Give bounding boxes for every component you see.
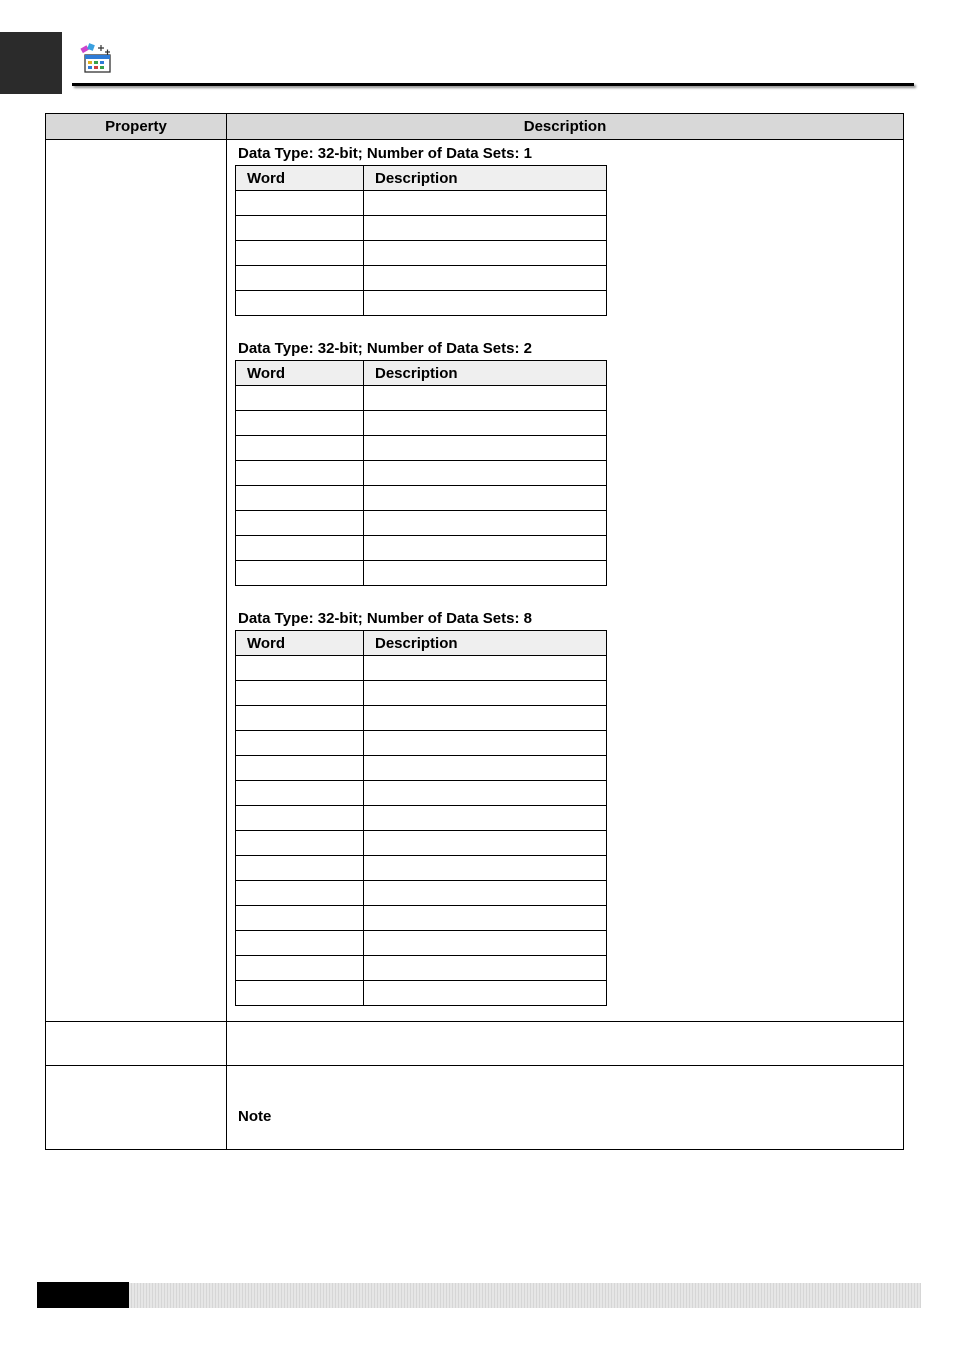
table-row	[46, 1066, 904, 1150]
section-title: Data Type: 32-bit; Number of Data Sets: 2	[238, 340, 532, 357]
header-rule	[72, 83, 914, 86]
word-table-2-sets	[235, 360, 607, 586]
table-row	[236, 906, 607, 931]
note-label: Note	[238, 1108, 272, 1125]
description-cell	[227, 140, 904, 1022]
table-row	[236, 216, 607, 241]
table-row	[236, 706, 607, 731]
footer-bar	[129, 1283, 921, 1308]
table-row	[236, 511, 607, 536]
table-row	[236, 831, 607, 856]
table-row	[236, 931, 607, 956]
section-title: Data Type: 32-bit; Number of Data Sets: 8	[238, 610, 532, 627]
table-row	[46, 1022, 904, 1066]
property-header: Property	[46, 114, 227, 140]
word-table-header	[236, 166, 607, 191]
property-cell	[46, 1066, 227, 1150]
word-column-header: Word	[236, 166, 364, 191]
table-row	[236, 681, 607, 706]
table-row	[236, 536, 607, 561]
word-column-header: Word	[236, 631, 364, 656]
calendar-toolbox-icon	[80, 42, 112, 74]
property-cell	[46, 1022, 227, 1066]
description-header: Description	[227, 114, 904, 140]
table-row	[236, 756, 607, 781]
table-header-row	[46, 114, 904, 140]
table-row	[236, 266, 607, 291]
page-corner-block	[0, 32, 62, 94]
table-row	[236, 386, 607, 411]
table-row	[236, 881, 607, 906]
table-row	[46, 140, 904, 1022]
description-column-header: Description	[364, 166, 607, 191]
table-row	[236, 956, 607, 981]
word-table-8-sets	[235, 630, 607, 1006]
table-row	[236, 291, 607, 316]
table-row	[236, 411, 607, 436]
table-row	[236, 731, 607, 756]
table-row	[236, 656, 607, 681]
description-cell	[227, 1022, 904, 1066]
word-table-1-set	[235, 165, 607, 316]
table-row	[236, 781, 607, 806]
table-row	[236, 191, 607, 216]
section-title: Data Type: 32-bit; Number of Data Sets: 1	[238, 145, 532, 162]
description-column-header: Description	[364, 631, 607, 656]
table-row	[236, 806, 607, 831]
property-cell	[46, 140, 227, 1022]
property-table	[45, 113, 904, 1150]
table-row	[236, 981, 607, 1006]
word-column-header: Word	[236, 361, 364, 386]
table-row	[236, 561, 607, 586]
word-table-header	[236, 631, 607, 656]
table-row	[236, 461, 607, 486]
word-table-header	[236, 361, 607, 386]
description-cell	[227, 1066, 904, 1150]
table-row	[236, 436, 607, 461]
description-column-header: Description	[364, 361, 607, 386]
table-row	[236, 856, 607, 881]
table-row	[236, 241, 607, 266]
footer-block	[37, 1282, 129, 1308]
table-row	[236, 486, 607, 511]
